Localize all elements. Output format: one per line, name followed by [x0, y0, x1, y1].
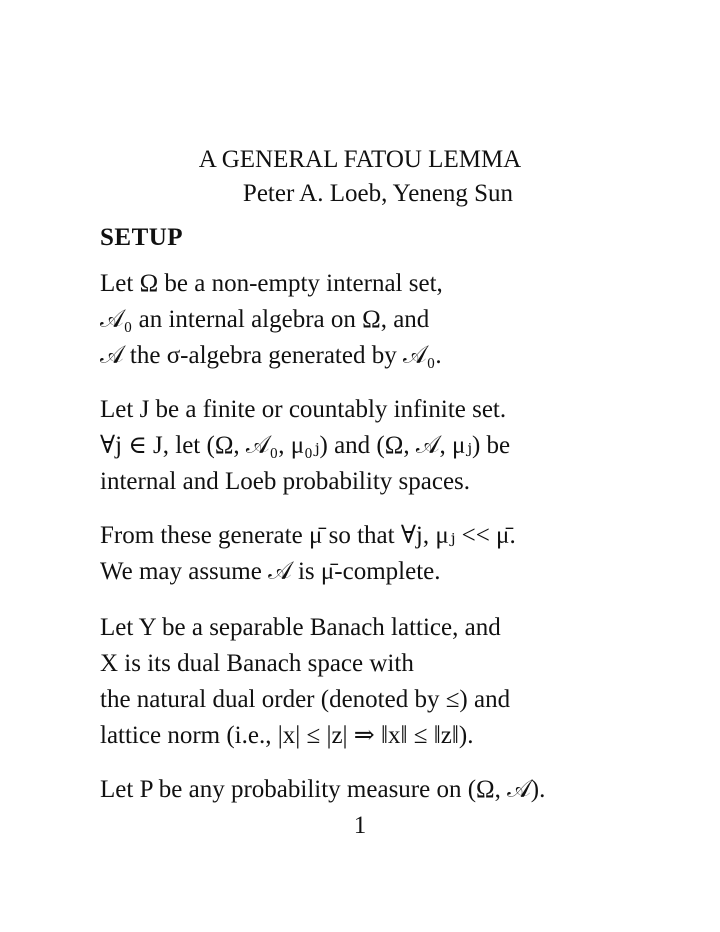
paragraph-setup-set [100, 266, 715, 374]
text-line: 𝒜 the σ-algebra generated by 𝒜₀. [100, 342, 442, 369]
paragraph-banach-lattice [100, 610, 715, 754]
text-line: 𝒜₀ an internal algebra on Ω, and [100, 306, 430, 333]
page-number: 1 [353, 812, 367, 839]
paragraph-probability-measure [100, 772, 715, 808]
section-heading: SETUP [100, 224, 184, 251]
text-line: Let Y be a separable Banach lattice, and [100, 614, 501, 641]
paper-title: A GENERAL FATOU LEMMA [198, 146, 522, 173]
text-line: We may assume 𝒜 is μ̄-complete. [100, 558, 441, 585]
text-line: Let Ω be a non-empty internal set, [100, 270, 443, 297]
paragraph-generate-measure [100, 518, 715, 590]
text-line: ∀j ∈ J, let (Ω, 𝒜₀, μ₀ⱼ) and (Ω, 𝒜, μⱼ) be [100, 432, 511, 459]
text-line: Let J be a finite or countably infinite set. [100, 396, 507, 423]
text-line: lattice norm (i.e., |x| ≤ |z| ⇒ ‖x‖ ≤ ‖z‖). [100, 722, 474, 749]
paragraph-index-set [100, 392, 715, 500]
text-line: the natural dual order (denoted by ≤) and [100, 686, 511, 713]
text-line: From these generate μ̄ so that ∀j, μⱼ << μ̄. [100, 522, 516, 549]
text-line: X is its dual Banach space with [100, 650, 414, 677]
text-line: internal and Loeb probability spaces. [100, 468, 471, 495]
text-line: Let P be any probability measure on (Ω, 𝒜). [100, 776, 546, 803]
paper-authors: Peter A. Loeb, Yeneng Sun [242, 180, 514, 207]
